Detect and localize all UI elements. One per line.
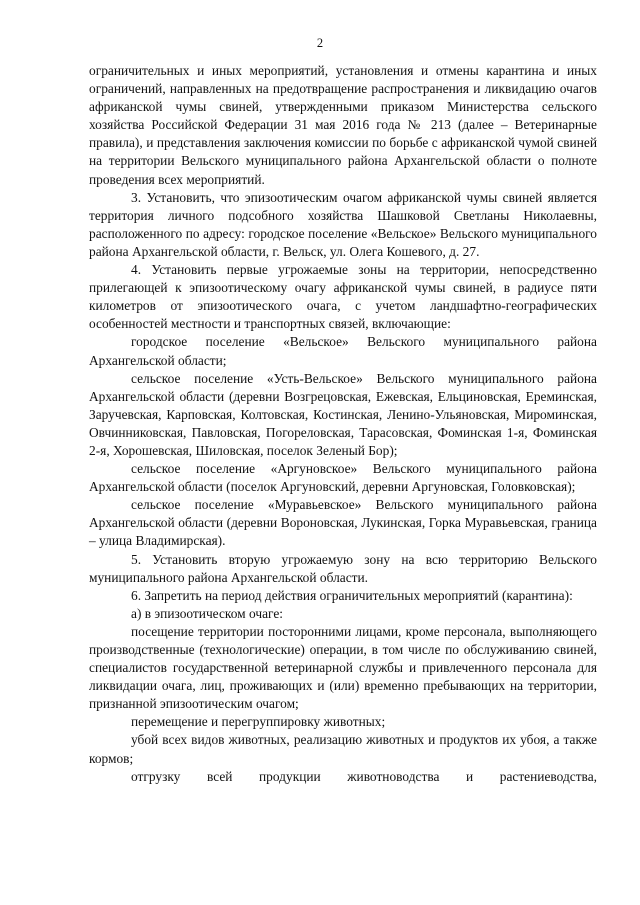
paragraph: городское поселение «Вельское» Вельского муниципального района Архангельской области; xyxy=(89,334,597,368)
page-number: 2 xyxy=(316,36,324,50)
paragraph: ограничительных и иных мероприятий, установления и отмены карантина и иных ограничений, направленных на предотвращение распространения и ликвидацию очагов африканской чумы свиней, утвержденными приказом Министерства сельского хозяйства Российской Федерации 31 мая 2016 года № 213 (далее – Ветеринарные правила), и представления заключения комиссии по борьбе с африканской чумой свиней на территории Вельского муниципального района Архангельской области о полноте проведения всех мероприятий. xyxy=(89,63,597,187)
paragraph: сельское поселение «Муравьевское» Вельского муниципального района Архангельской области (деревни Вороновская, Лукинская, Горка Муравьевская, граница – улица Владимирская). xyxy=(89,497,597,549)
paragraph: а) в эпизоотическом очаге: xyxy=(131,605,283,621)
paragraph: сельское поселение «Усть-Вельское» Вельского муниципального района Архангельской области (деревни Возгрецовская, Ежевская, Ельциновская, Ереминская, Заручевская, Карповская, Колтовская, Костинская, Ленино-Ульяновская, Мироминская, Овчинниковская, Павловская, Погореловская, Тарасовская, Фоминская 1-я, Фоминская 2-я, Хорошевская, Шиловская, поселок Зеленый Бор); xyxy=(89,370,597,458)
paragraph: отгрузку всей продукции животноводства и растениеводства, xyxy=(131,768,597,784)
paragraph: посещение территории посторонними лицами, кроме персонала, выполняющего производственные (технологические) операции, в том числе по обслуживанию свиней, специалистов государственной ветеринарной службы и привлеченного персонала для ликвидации очага, лиц, проживающих и (или) временно пребывающих на территории, признанной эпизоотическим очагом; xyxy=(89,623,597,712)
paragraph: 4. Установить первые угрожаемые зоны на территории, непосредственно прилегающей к эпизоотическому очагу африканской чумы свиней, в радиусе пяти километров от эпизоотического очага, с учетом ландшафтно-географических особенностей местности и транспортных связей, включающие: xyxy=(89,262,597,332)
paragraph: 3. Установить, что эпизоотическим очагом африканской чумы свиней является территория личного подсобного хозяйства Шашковой Светланы Николаевны, расположенного по адресу: городское поселение «Вельское» Вельского муниципального района Архангельской области, г. Вельск, ул. Олега Кошевого, д. 27. xyxy=(89,189,597,259)
paragraph: 5. Установить вторую угрожаемую зону на всю территорию Вельского муниципального района Архангельской области. xyxy=(89,551,597,585)
paragraph: перемещение и перегруппировку животных; xyxy=(131,714,386,730)
document-body xyxy=(89,62,597,786)
paragraph: сельское поселение «Аргуновское» Вельского муниципального района Архангельской области (поселок Аргуновский, деревни Аргуновская, Головковская); xyxy=(89,461,597,495)
paragraph: 6. Запретить на период действия ограничительных мероприятий (карантина): xyxy=(131,587,573,603)
paragraph: убой всех видов животных, реализацию животных и продуктов их убоя, а также кормов; xyxy=(89,732,597,766)
